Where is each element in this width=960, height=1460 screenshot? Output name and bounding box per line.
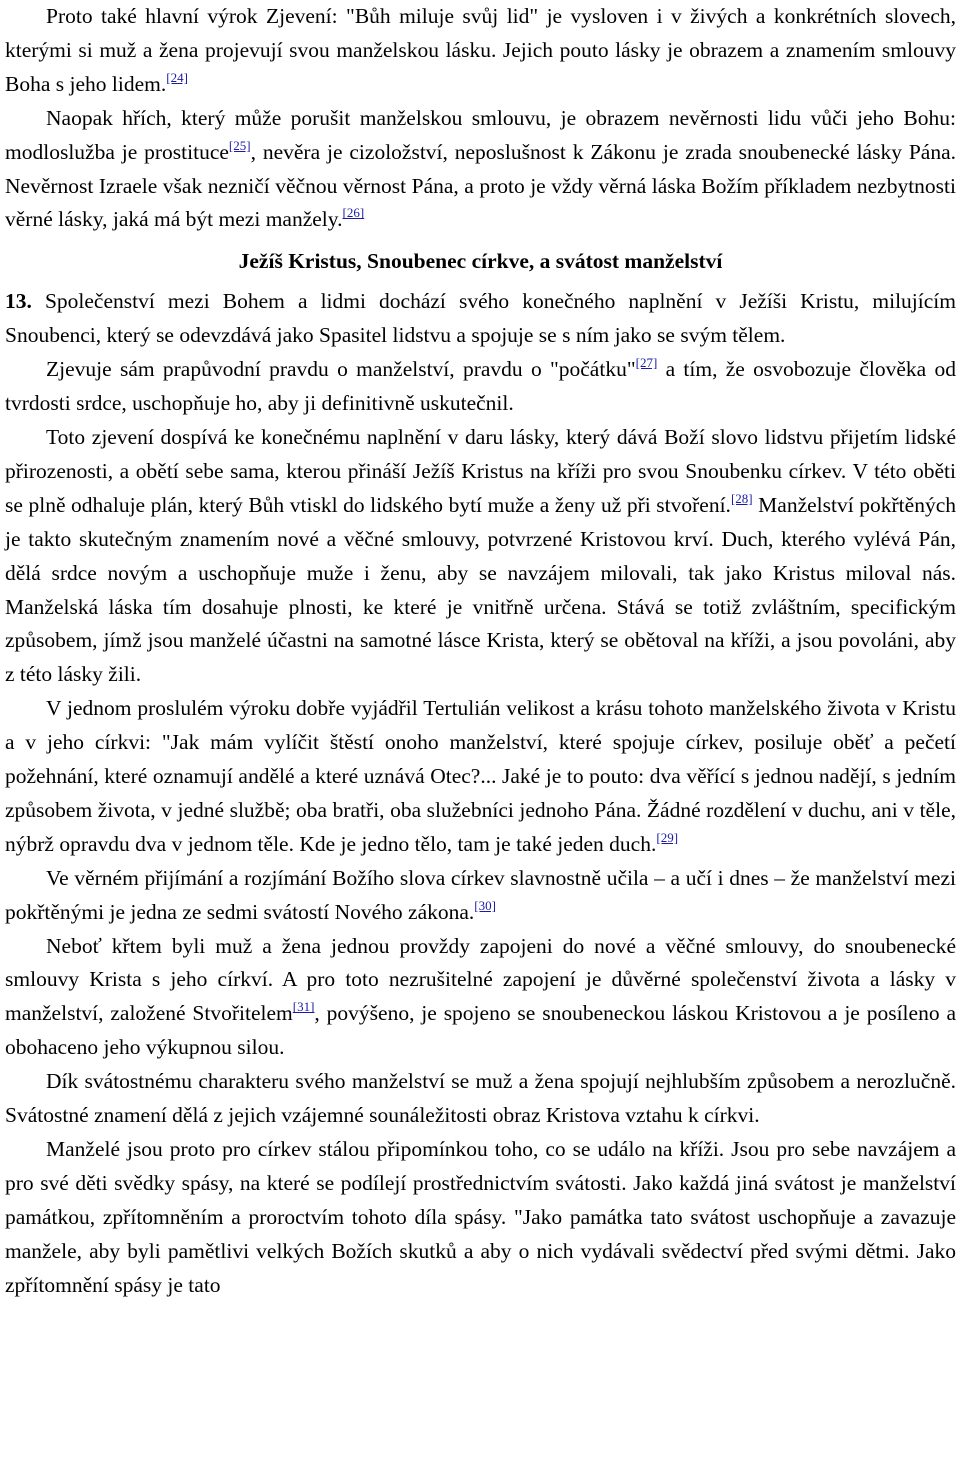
- paragraph-text: Manželé jsou proto pro církev stálou připomínkou toho, co se událo na kříži. Jsou pro sebe navzájem a pro své děti svědky spásy, na které se podílejí prostřednictvím svátosti. Jako každá jiná svátost je manželství památkou, zpřítomněním a proroctvím tohoto díla spásy. "Jako památka tato svátost uschopňuje a zavazuje manžele, aby byli pamětlivi velkých Božích skutků a aby o nich vydávali svědectví před svými dětmi. Jako zpřítomnění spásy je tato: [5, 1137, 956, 1297]
- footnote-link[interactable]: [27]: [635, 355, 658, 371]
- paragraph-text: Toto zjevení dospívá ke konečnému naplnění v daru lásky, který dává Boží slovo lidstvu přijetím lidské přirozenosti, a obětí sebe sama, kterou přináší Ježíš Kristus na kříži pro svou Snoubenku církev. V této oběti se plně odhaluje plán, který Bůh vtiskl do lidského bytí muže a ženy už při stvoření.: [5, 424, 956, 517]
- paragraph: [5, 1065, 956, 1133]
- paragraph-text: V jednom proslulém výroku dobře vyjádřil Tertulián velikost a krásu tohoto manželského života v Kristu a v jeho církvi: "Jak mám vylíčit štěstí onoho manželství, které spojuje církev, posiluje oběť a pečetí požehnání, které oznamují andělé a které uznává Otec?... Jaké je to pouto: dva věřící s jednou nadějí, s jedním způsobem života, v jedné službě; oba bratři, oba služebníci jednoho Pána. Žádné rozdělení v duchu, ani v těle, nýbrž opravdu dva v jednom těle. Kde je jedno tělo, tam je také jeden duch.: [5, 696, 956, 856]
- paragraph-text: Neboť křtem byli muž a žena jednou provždy zapojeni do nové a věčné smlouvy, do snoubenecké smlouvy Krista s jeho církví. A pro toto nezrušitelné zapojení je důvěrné společenství života a lásky v manželství, založené Stvořitelem: [5, 933, 956, 1026]
- paragraph-text: Ve věrném přijímání a rozjímání Božího slova církev slavnostně učila – a učí i dnes – že manželství mezi pokřtěnými je jedna ze sedmi svátostí Nového zákona.: [5, 865, 956, 924]
- paragraph: [5, 1133, 956, 1303]
- paragraph: [5, 353, 956, 421]
- footnote-link[interactable]: [25]: [228, 137, 251, 153]
- paragraph-text: , nevěra je cizoložství, neposlušnost k Zákonu je zrada snoubenecké lásky Pána. Nevěrnost Izraele však nezničí věčnou věrnost Pána, a proto je vždy věrná láska Božím příkladem nezbytnosti věrné lásky, jaká má být mezi manžely.: [5, 139, 957, 232]
- paragraph-text: Naopak hřích, který může porušit manželskou smlouvu, je obrazem nevěrnosti lidu vůči jeho Bohu: modloslužba je prostituce: [5, 105, 956, 164]
- paragraph-text: Společenství mezi Bohem a lidmi dochází svého konečného naplnění v Ježíši Kristu, milujícím Snoubenci, který se odevzdává jako Spasitel lidstvu a spojuje se s ním jako se svým tělem.: [5, 289, 956, 348]
- footnote-link[interactable]: [28]: [730, 490, 753, 506]
- footnote-link[interactable]: [29]: [656, 829, 679, 845]
- paragraph: [5, 421, 956, 692]
- paragraph-text: Zjevuje sám prapůvodní pravdu o manželství, pravdu o "počátku": [46, 357, 636, 382]
- paragraph-text: Proto také hlavní výrok Zjevení: "Bůh miluje svůj lid" je vysloven i v živých a konkrétních slovech, kterými si muž a žena projevují svou manželskou lásku. Jejich pouto lásky je obrazem a znamením smlouvy Boha s jeho lidem.: [5, 4, 956, 96]
- paragraph-text: , povýšeno, je spojeno se snoubeneckou láskou Kristovou a je posíleno a obohaceno jeho výkupnou silou.: [5, 1001, 956, 1060]
- footnote-link[interactable]: [24]: [166, 69, 188, 85]
- paragraph: [5, 285, 956, 353]
- article-number: 13.: [5, 289, 32, 314]
- paragraph: [5, 692, 956, 862]
- section-heading: Ježíš Kristus, Snoubenec církve, a svátost manželství: [238, 249, 723, 274]
- paragraph: [5, 102, 956, 238]
- footnote-link[interactable]: [26]: [342, 205, 365, 221]
- paragraph-text: a tím, že osvobozuje člověka od tvrdosti srdce, uschopňuje ho, aby ji definitivně uskutečnil.: [5, 357, 956, 416]
- footnote-link[interactable]: [31]: [292, 999, 315, 1015]
- paragraph: [5, 930, 956, 1066]
- paragraph-text: Dík svátostnému charakteru svého manželství se muž a žena spojují nejhlubším způsobem a nerozlučně. Svátostné znamení dělá z jejich vzájemné sounáležitosti obraz Kristova vztahu k církvi.: [5, 1069, 956, 1128]
- paragraph: [5, 862, 956, 930]
- paragraph-text: Manželství pokřtěných je takto skutečným znamením nové a věčné smlouvy, potvrzené Kristovou krví. Duch, kterého vylévá Pán, dělá srdce novým a uschopňuje muže i ženu, aby se navzájem milovali, tak jako Kristus miloval nás. Manželská láska tím dosahuje plnosti, ke které je vnitřně určena. Stává se totiž zvláštním, specifickým způsobem, jímž jsou manželé účastni na samotné lásce Krista, který se obětoval na kříži, a jsou povoláni, aby z této lásky žili.: [5, 492, 956, 687]
- footnote-link[interactable]: [30]: [474, 897, 496, 913]
- paragraph: [5, 0, 956, 102]
